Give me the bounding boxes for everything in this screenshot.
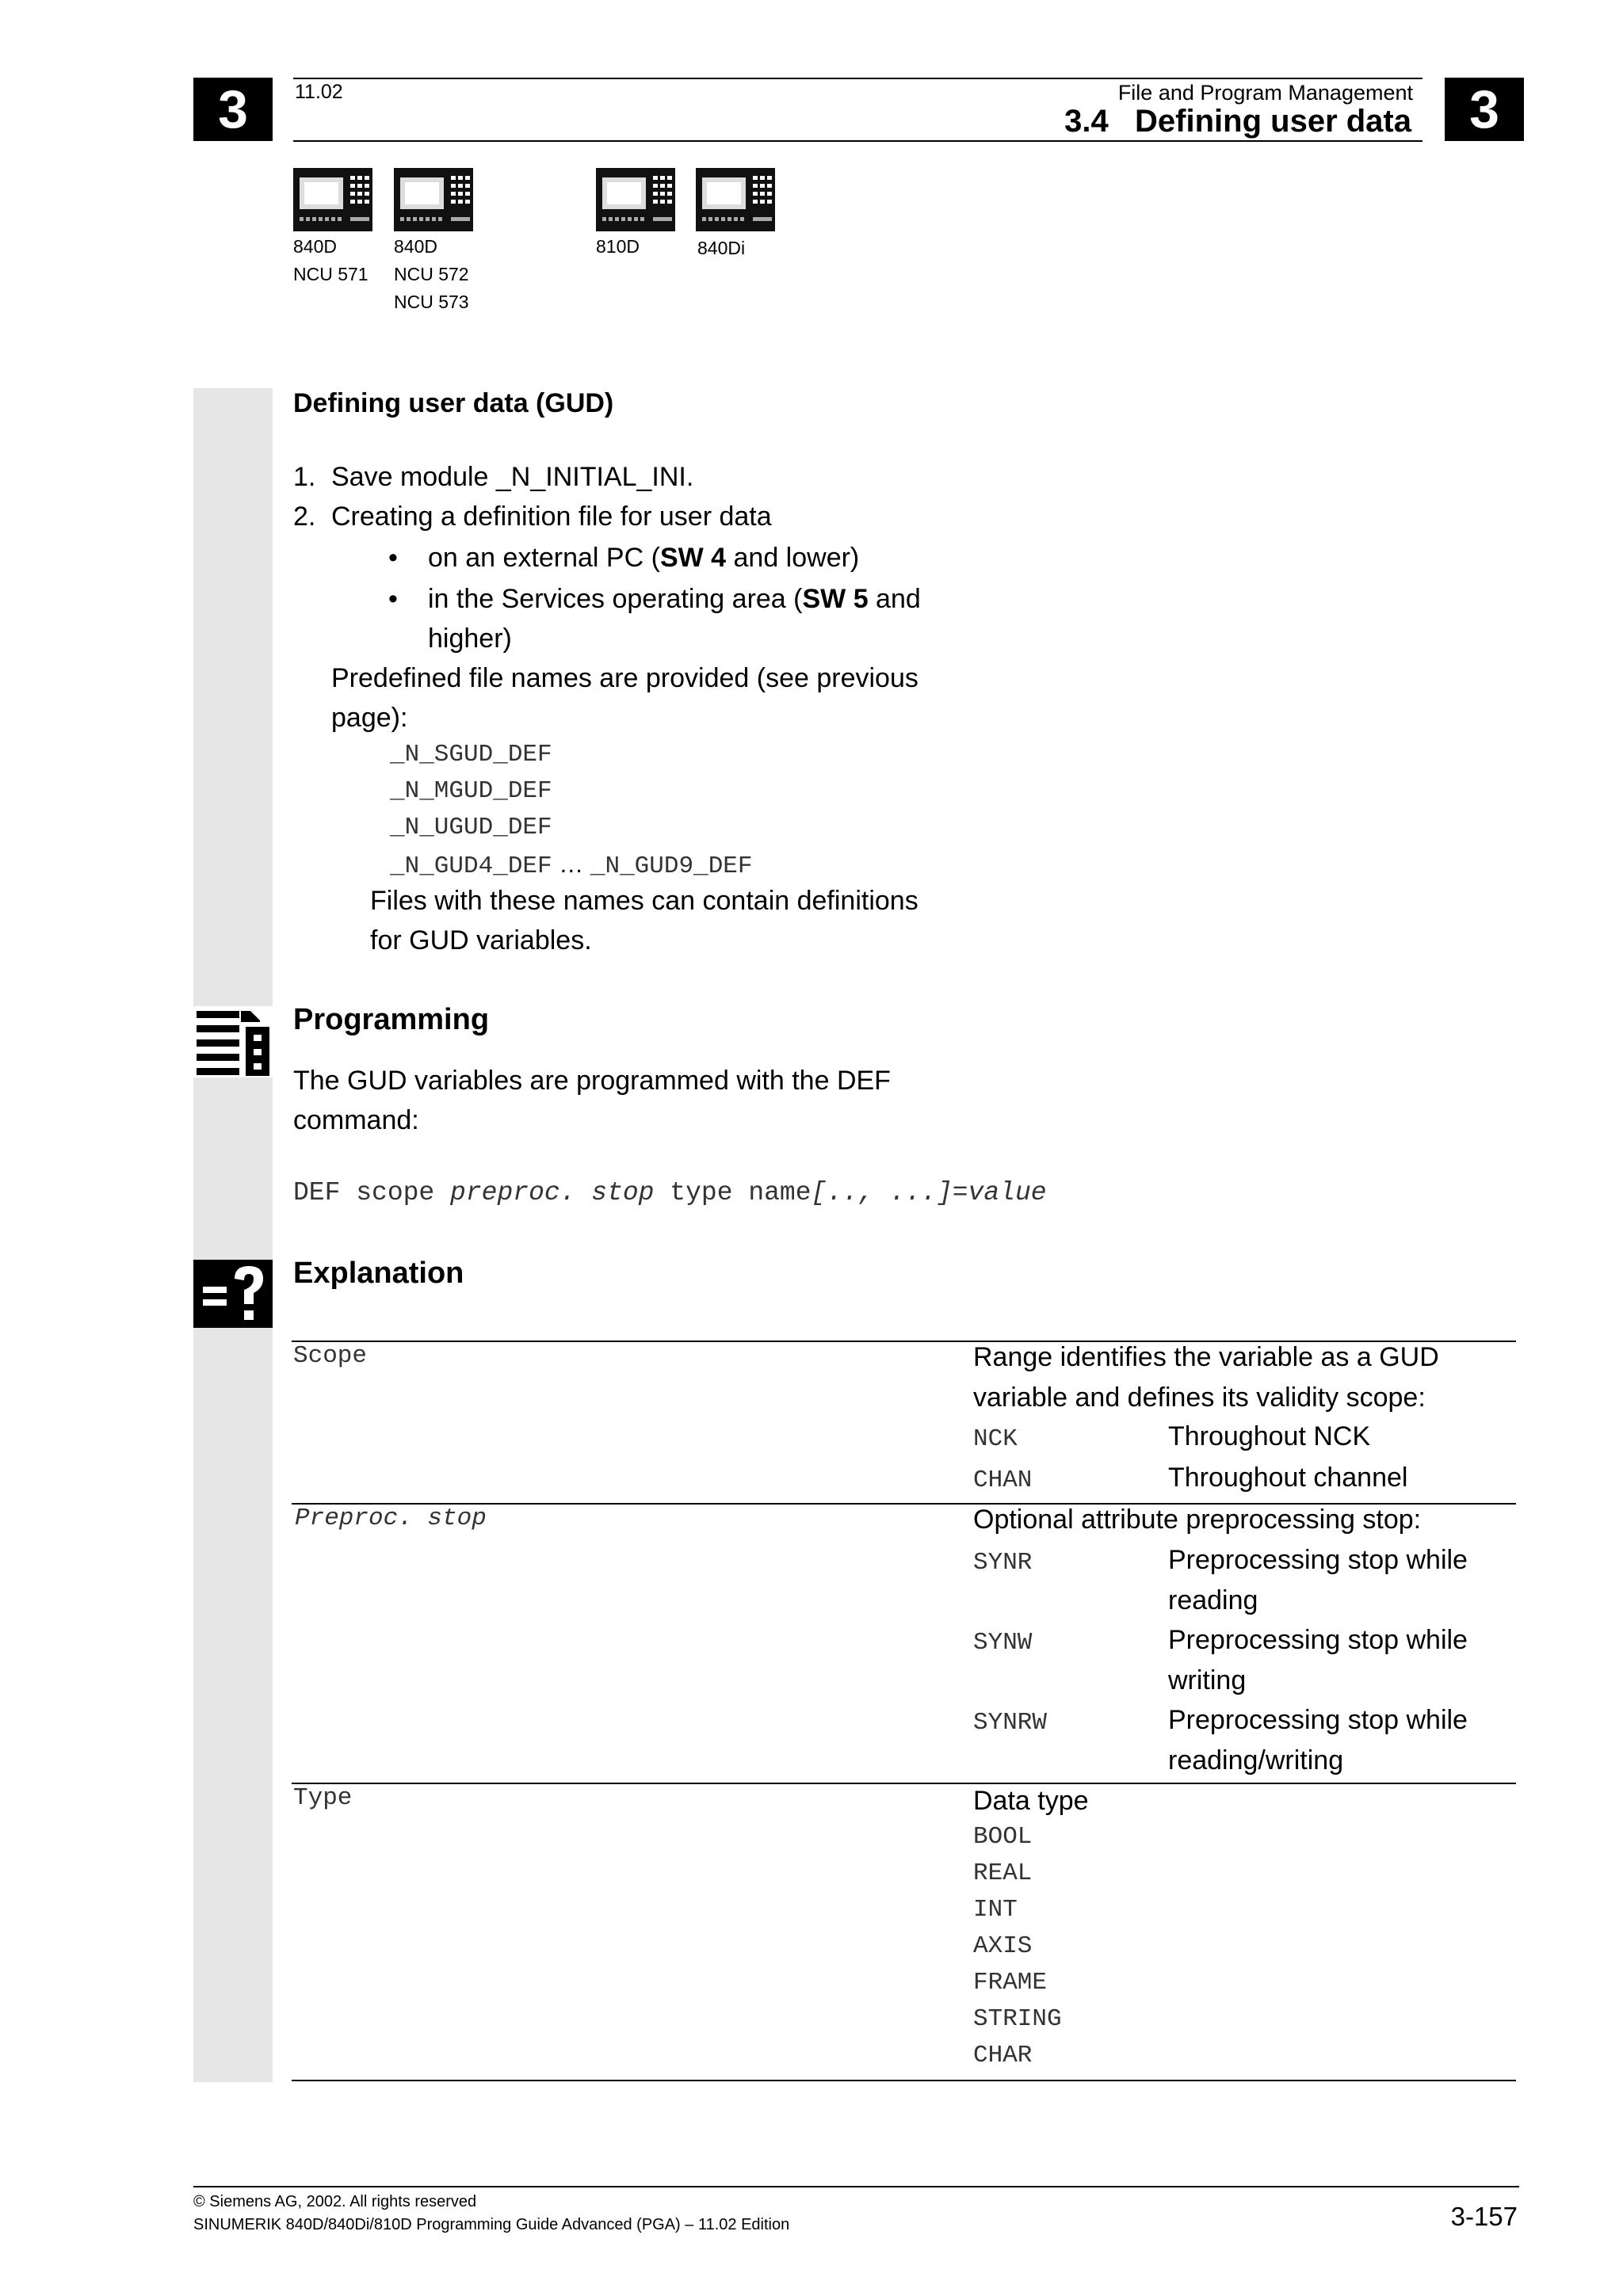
file-name: _N_GUD9_DEF xyxy=(590,852,753,880)
step-number: 1. xyxy=(293,462,316,492)
files-note xyxy=(370,881,918,960)
footer-manual: SINUMERIK 840D/840Di/810D Programming Guide Advanced (PGA) – 11.02 Edition xyxy=(193,2216,790,2233)
control-label-line: 840Di xyxy=(697,238,746,258)
table-key: NCK xyxy=(973,1425,1018,1453)
control-label-line: NCU 572 xyxy=(394,264,469,284)
value-line: writing xyxy=(1168,1665,1247,1695)
table-term: Scope xyxy=(293,1342,368,1370)
step-1 xyxy=(293,457,694,497)
type-list xyxy=(973,1819,1062,2074)
value-line: reading xyxy=(1168,1585,1258,1615)
programming-text-line: command: xyxy=(293,1105,419,1135)
file-range xyxy=(390,846,753,885)
table-value xyxy=(1168,1620,1468,1701)
control-label-line: NCU 571 xyxy=(293,264,369,284)
control-panel-icon xyxy=(596,168,675,231)
bullet-continuation: higher) xyxy=(428,624,512,654)
table-rule xyxy=(292,1783,1516,1784)
header-bottom-rule xyxy=(293,140,1423,142)
control-label xyxy=(293,233,369,288)
header-top-rule xyxy=(293,78,1423,79)
bullet-icon: • xyxy=(388,543,398,573)
programming-text-line: The GUD variables are programmed with the DEF xyxy=(293,1066,891,1096)
margin-bar xyxy=(193,388,273,2082)
table-key: SYNW xyxy=(973,1629,1033,1657)
step-number: 2. xyxy=(293,502,316,532)
table-term: Type xyxy=(293,1784,353,1812)
bullet-text: and xyxy=(868,584,921,614)
chapter-number-left: 3 xyxy=(193,78,273,141)
predefined-line: page): xyxy=(331,703,408,733)
table-key: SYNRW xyxy=(973,1709,1048,1737)
table-key: SYNR xyxy=(973,1549,1033,1577)
bullet-text: on an external PC ( xyxy=(428,543,660,573)
predefined-line: Predefined file names are provided (see previous xyxy=(331,663,918,693)
step-2 xyxy=(293,497,772,536)
table-key: CHAN xyxy=(973,1466,1033,1494)
value-line: Preprocessing stop while xyxy=(1168,1705,1468,1735)
type-item: CHAR xyxy=(973,2042,1033,2069)
type-item: REAL xyxy=(973,1859,1033,1887)
programming-icon xyxy=(193,1006,273,1077)
value-line: reading/writing xyxy=(1168,1745,1344,1775)
table-description: Optional attribute preprocessing stop: xyxy=(973,1505,1422,1535)
control-label xyxy=(596,233,640,261)
table-value: Throughout NCK xyxy=(1168,1421,1371,1451)
control-label-line: NCU 573 xyxy=(394,292,469,312)
control-panel-icon xyxy=(696,168,775,231)
bullet-icon: • xyxy=(388,584,398,614)
table-term: Preproc. stop xyxy=(295,1505,487,1532)
control-label xyxy=(394,233,469,316)
bullet-text: and lower) xyxy=(726,543,860,573)
syntax-part: type name xyxy=(654,1178,812,1207)
file-name: _N_UGUD_DEF xyxy=(390,814,552,841)
gud-heading: Defining user data (GUD) xyxy=(293,388,614,418)
file-name: _N_SGUD_DEF xyxy=(390,741,552,769)
programming-text xyxy=(293,1061,891,1140)
files-note-line: Files with these names can contain definitions xyxy=(370,886,918,916)
control-panel-icon xyxy=(394,168,473,231)
header-section-number: 3.4 xyxy=(1064,104,1109,139)
header-section-title: Defining user data xyxy=(1135,104,1411,139)
header-chapter-title: File and Program Management xyxy=(1117,81,1413,105)
table-description: Data type xyxy=(973,1786,1089,1816)
value-line: Preprocessing stop while xyxy=(1168,1545,1468,1575)
footer-copyright: © Siemens AG, 2002. All rights reserved xyxy=(193,2193,477,2210)
footer-rule xyxy=(193,2186,1519,2187)
bullet-text-bold: SW 5 xyxy=(802,584,869,614)
table-rule xyxy=(292,2080,1516,2081)
programming-heading: Programming xyxy=(293,1003,490,1036)
description-line: Range identifies the variable as a GUD xyxy=(973,1342,1439,1372)
bullet-text: in the Services operating area ( xyxy=(428,584,803,614)
explanation-heading: Explanation xyxy=(293,1257,464,1290)
type-item: INT xyxy=(973,1896,1018,1924)
control-label-line: 810D xyxy=(596,236,640,257)
header-date: 11.02 xyxy=(295,81,343,103)
files-note-line: for GUD variables. xyxy=(370,925,592,955)
control-label xyxy=(697,235,745,262)
header-section xyxy=(1064,104,1411,139)
control-label-line: 840D xyxy=(394,236,437,257)
type-item: BOOL xyxy=(973,1823,1033,1851)
syntax-part: preproc. stop xyxy=(450,1178,655,1207)
table-value xyxy=(1168,1700,1468,1781)
type-item: AXIS xyxy=(973,1932,1033,1960)
type-item: FRAME xyxy=(973,1969,1048,1997)
file-range-separator: … xyxy=(552,850,590,878)
value-line: Preprocessing stop while xyxy=(1168,1625,1468,1655)
explanation-icon xyxy=(193,1260,273,1328)
table-value xyxy=(1168,1540,1468,1621)
control-panel-icon xyxy=(293,168,372,231)
table-value: Throughout channel xyxy=(1168,1463,1408,1493)
step-text: Save module _N_INITIAL_INI. xyxy=(331,462,694,492)
control-label-line: 840D xyxy=(293,236,337,257)
bullet-text-bold: SW 4 xyxy=(659,543,727,573)
description-line: variable and defines its validity scope: xyxy=(973,1383,1426,1413)
syntax-part: [.., ...]=value xyxy=(811,1178,1047,1207)
table-description xyxy=(973,1337,1439,1418)
type-item: STRING xyxy=(973,2005,1062,2033)
step-text: Creating a definition file for user data xyxy=(331,502,772,532)
page-number: 3-157 xyxy=(1450,2202,1518,2231)
file-name: _N_MGUD_DEF xyxy=(390,777,552,805)
def-syntax xyxy=(293,1178,1047,1207)
chapter-number-right: 3 xyxy=(1445,78,1524,141)
file-name: _N_GUD4_DEF xyxy=(390,852,552,880)
predefined-text xyxy=(331,658,918,738)
syntax-part: DEF scope xyxy=(293,1178,451,1207)
